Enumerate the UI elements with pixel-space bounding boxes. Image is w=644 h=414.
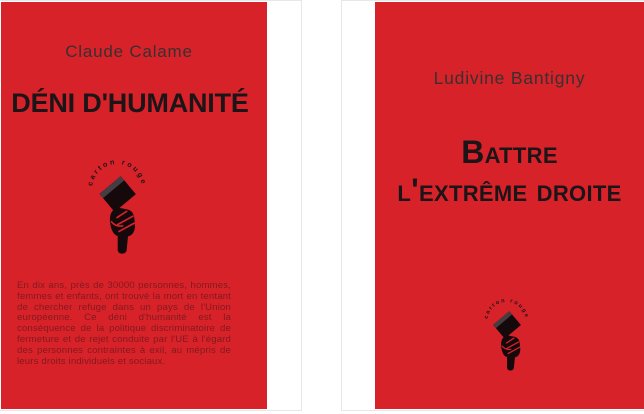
product-card-deni-dhumanite[interactable] bbox=[0, 0, 302, 411]
book-title-line1: Battre bbox=[461, 134, 558, 170]
book-title-line2: l'extrême droite bbox=[397, 172, 622, 208]
author-name: Ludivine Bantigny bbox=[433, 68, 586, 88]
carton-rouge-logo bbox=[82, 158, 152, 255]
red-card-icon bbox=[100, 176, 136, 212]
red-card-icon bbox=[493, 311, 521, 338]
book-blurb: En dix ans, près de 30000 personnes, hommes, femmes et enfants, ont trouvé la mort en tentant de chercher refuge dans un pays de l'Union européenne. Ce déni d'humanité est la conséquence de la politique discriminatoire de fermeture et de rejet conduite par l'UE à l'égard des personnes contraintes à exil, au mépris de leurs droits individuels et sociaux. bbox=[17, 280, 231, 367]
book-cover-deni-dhumanite[interactable] bbox=[1, 2, 267, 409]
product-card-battre-lextreme-droite[interactable] bbox=[341, 0, 644, 411]
carton-rouge-logo bbox=[480, 297, 533, 372]
book-title bbox=[375, 133, 644, 209]
author-name: Claude Calame bbox=[65, 42, 193, 61]
raised-fist-icon bbox=[110, 208, 135, 254]
logo-arc-text: carton rouge bbox=[85, 156, 149, 187]
book-cover-battre-lextreme-droite[interactable] bbox=[375, 2, 644, 409]
logo-arc-text: carton rouge bbox=[483, 297, 530, 320]
raised-fist-icon bbox=[501, 335, 520, 370]
book-title: DÉNI D'HUMANITÉ bbox=[11, 88, 249, 118]
